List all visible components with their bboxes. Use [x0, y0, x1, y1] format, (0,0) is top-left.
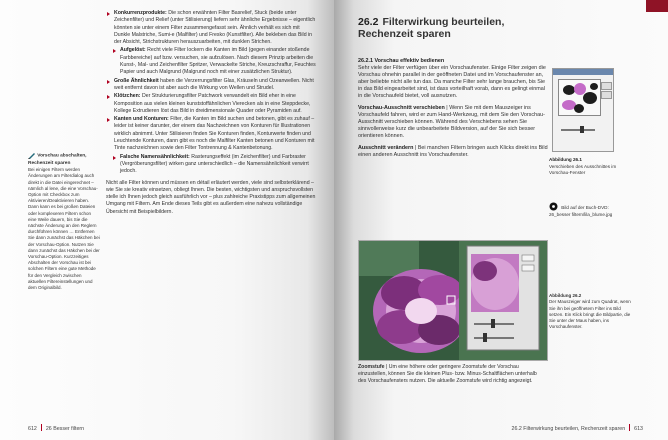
list-item: Kanten und Konturen: Filter, die Kanten im Bild suchen und betonen, gibt es zuhauf – leider ist keiner darunter, der einem das Nachzeichnen von Konturen für Illustrationen wirklich abnimmt. Unter Stilisieren finden Sie Konturen finden, Konturwerte finden und Leuchtende Konturen, dann gibt es noch die Malfilter Kanten betonen und Konturen mit Tinte nachzeichnen sowie den Filter Tontrennung & Kantenbetonung.: [106, 116, 316, 152]
left-main-text: [106, 10, 316, 216]
footer-divider: [41, 424, 42, 431]
chapter-number: 26.2: [358, 16, 379, 28]
section-heading: 26.2.1 Vorschau effektiv bedienen: [358, 58, 445, 64]
preview-window: [558, 79, 601, 116]
list-item: Große Ähnlichkeit haben die Verzerrungsfilter Glas, Kräuseln und Ozeanwellen. Nicht weit entfernt davon ist aber auch die Wirkung von Wellen und Strudel.: [106, 78, 316, 93]
term-zoomstufe: Zoomstufe: [358, 364, 385, 370]
dvd-path-text: Bild auf der Buch-DVD: 26_besser filtern/lila_blume.jpg: [549, 205, 613, 217]
figure-26-1-caption: Abbildung 26.1 Verschieben des Ausschnittes im Vorschau-Fenster: [549, 157, 617, 175]
chapter-color-tab: [646, 0, 668, 12]
term-vorschau-ausschnitt: Vorschau-Ausschnitt verschieben: [358, 105, 445, 111]
filter-list: [106, 10, 316, 176]
list-item: Klötzchen: Der Strukturierungsfilter Patchwork verwandelt ein Bild eher in eine Komposition aus vielen kleinen kunststoffähnlichen Vierecken als in eine Steppdecke, Kollege Extrudieren löst das Bild in dreidimensionale Quader oder Pyramiden auf.: [106, 93, 316, 115]
left-page-footer: [28, 424, 84, 432]
figure-26-2-screenshot: [358, 240, 548, 361]
slider-control: [561, 129, 595, 131]
section-text: 26.2.1 Vorschau effektiv bedienen Sehr viele der Filter verfügen über ein Vorschaufenster. Einige Filter zeigen die Vorschau ohnehin parallel in der geöffneten Datei und im Vorschaufenster an, aber beliebte nicht alle tun das. Da manche Filter sehr lange brauchen, bis Sie in das Bild eingearbeitet sind, ist dass vorteilhaft vorab, dann es gelingt einmal in die Vorschaufeld bietet, voll ausnutzen. Vorschau-Ausschnitt verschieben | Wenn Sie mit dem Mauszeiger ins Vorschaufeld fahren, wird er zum Hand-Werkzeug, mit dem Sie den Vorschau-Ausschnitt verschieben können. Während des Verschiebens sehen Sie sinnvollerweise kurz die unbearbeitete Bildversion, auf der Sie sich besser orientieren können. Ausschnitt verändern | Bei manchen Filtern bringen auch Klicks direkt ins Bild einen anderen Ausschnitt ins Vorschaufenster.: [358, 58, 548, 158]
figure-26-2-caption: Abbildung 26.2 Der Mauszeiger wird zum Quadrat, wenn Sie ihn bei geöffnetem Filter ins Bild setzen. Ein Klick bringt die Bildpartie, die Sie unter der Maus haben, ins Vorschaufenster.: [549, 293, 631, 330]
note-icon: [28, 152, 35, 159]
footer-divider: [629, 424, 630, 431]
cancel-button: [601, 91, 612, 99]
term-ausschnitt-veraendern: Ausschnitt verändern: [358, 145, 414, 151]
list-item: Aufgelöst: Recht viele Filter lockern die Kanten im Bild (gegen einander stoßende Farbbereiche) auf bzw. versuchen, sie aufzulösen. Nach diesem Prinzip arbeiten die Kunst-, Mal- und Zeichenfilter Spritzer, Verwackelte Striche, Kreuzschraffur, Feuchtes Papier und auch Malgrund (Malgrund noch mit einer zusätzlichen Struktur).: [106, 47, 316, 76]
chapter-title: Filterwirkung beurteilen, Rechenzeit sparen: [358, 16, 505, 40]
dvd-icon: [549, 202, 558, 211]
left-footer-chapter: 26 Besser filtern: [45, 426, 85, 432]
right-page-number: 613: [634, 426, 643, 432]
ok-button: [601, 82, 612, 90]
left-page-number: 612: [28, 426, 37, 432]
right-page-footer: [512, 424, 644, 432]
list-item: Konkurrenzprodukte: Die schon erwähnten Filter Basrelief, Stuck (beide unter Zeichenfilter) und Relief (unter Stilisierung) liefern sehr ähnliche Ergebnisse – eigentlich könnten sie unter einem Filter zusammengefasst sein. Ähnlich verhält es sich mit Dunkle Malstriche, Sumi-e (Malfilter) und Fresko (Kunstfilter). Alle bekleben das Bild in der Absicht, Strichstrukturen herauszuarbeiten, mit dunklen Strichen.: [106, 10, 316, 46]
right-page: [334, 0, 668, 440]
side-note-title: Vorschau abschalten, Rechenzeit sparen: [28, 153, 87, 166]
figure-26-1-dialog: [552, 68, 614, 152]
right-footer-chapter: 26.2 Filterwirkung beurteilen, Rechenzeit sparen: [511, 426, 626, 432]
chapter-heading: [358, 16, 540, 40]
dvd-note: [549, 202, 624, 218]
left-closing-paragraph: Nicht alle Filter können und müssen en détail erläutert werden, viele sind selbsterklärend – wie Sie sie kreativ einsetzen, obliegt Ihnen. Die besten, wichtigsten und anspruchsvollsten stelle ich Ihnen jedoch gleich ausführlich vor – plus zahlreiche Praxistipps zum allgemeinen Umgang mit Filtern. Am Ende dieses Teils gibt es außerdem eine nahezu vollständige Übersicht mit Beispielbildern.: [106, 179, 316, 215]
side-note: [28, 152, 100, 291]
side-note-body: Bei einigen Filtern werden Änderungen am Filterdialog auch direkt in die Datei eingerechnet – nämlich al lene, die eine Vorschau-Option mit Checkbox zum Aktivieren/Deaktivieren haben. Dann kann es bei großen Dateien oder komplexeren Filtern schon eine Weile dauern, bis Sie die nächste Änderung an den Reglern durchführen können … Entfernen Sie dann zunächst das Häkchen bei der Vorschau-Option. Nutzen Sie dann zunächst das Häkchen bei der Vorschau-Option. Kurzzeitiges Abschalten der Vorschau ist bei solchen Filtern eine gute Methode für den Vergleich zwischen aktuellen Filtereinstellungen und dem Originalbild.: [28, 167, 100, 290]
list-item: Falsche Namensähnlichkeit: Rasterungseffekt (im Zeichenfilter) und Farbraster (Vergröberungsfilter) wirken ganz unterschiedlich – die Namensähnlichkeit verwirrt jedoch.: [106, 154, 316, 176]
dialog-titlebar: [553, 69, 613, 75]
zoomstufe-paragraph: Zoomstufe | Um eine höhere oder geringere Zoomstufe der Vorschau einzustellen, können Sie die kleinen Plus- bzw. Minus-Schaltflächen unterhalb des Vorschaufensters nutzen. Die aktuelle Zoomstufe wird richtig angezeigt.: [358, 364, 537, 384]
section-paragraph: Sehr viele der Filter verfügen über ein Vorschaufenster. Einige Filter zeigen die Vorschau ohnehin parallel in der geöffneten Datei und im Vorschaufenster an, aber beliebte nicht alle tun das. Da manche Filter sehr lange brauchen, bis Sie in das Bild eingearbeitet sind, ist dass vorteilhaft vorab, dann es gelingt einmal in die Vorschaufeld bietet, voll ausnutzen.: [358, 65, 546, 99]
